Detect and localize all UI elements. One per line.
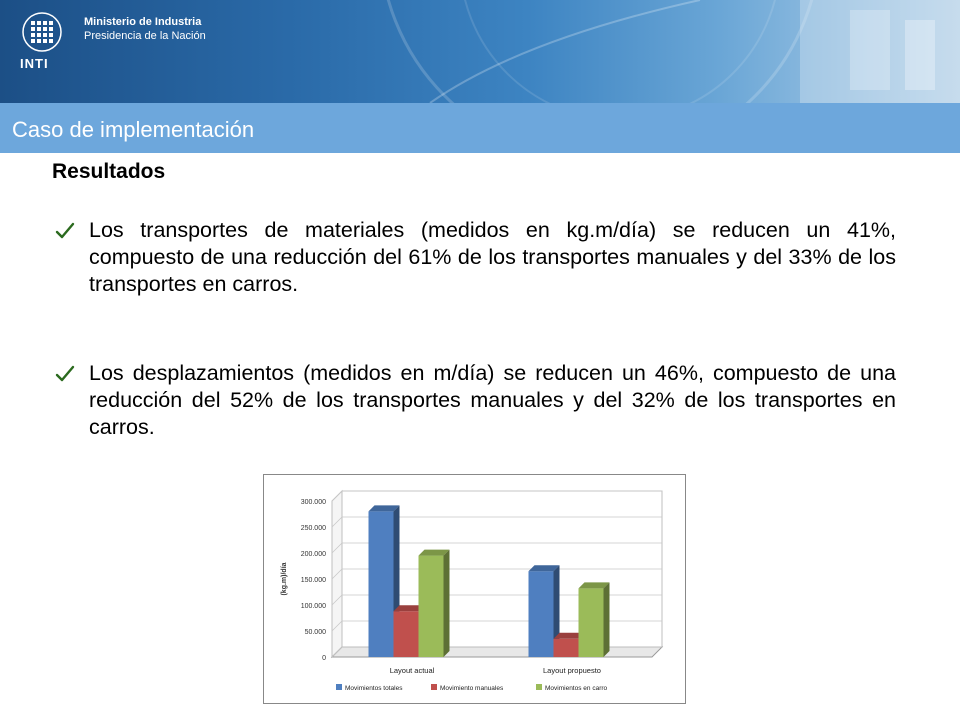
section-bar [0, 103, 960, 153]
bullet-text: Los transportes de materiales (medidos en kg.m/día) se reducen un 41%, compuesto de una reducción del 61% de los transportes manuales y del 33% de los transportes en carros. [89, 218, 896, 296]
ministry-name [84, 15, 206, 43]
header-banner [0, 0, 960, 103]
bar-chart-svg [264, 475, 685, 703]
check-icon [50, 220, 80, 242]
bar [529, 571, 554, 657]
ministry-line-2: Presidencia de la Nación [84, 30, 206, 42]
bullet-text: Los desplazamientos (medidos en m/día) se reducen un 46%, compuesto de una reducción del 52% de los transportes manuales y del 32% de los transportes en carros. [89, 361, 896, 439]
bar [419, 556, 444, 657]
y-tick-label: 50.000 [304, 629, 326, 636]
legend-swatch [336, 684, 342, 690]
bullet-item [50, 217, 896, 298]
bar-side [444, 550, 450, 657]
y-tick-label: 100.000 [300, 603, 326, 610]
bar [579, 588, 604, 657]
legend-label: Movimientos totales [345, 685, 403, 692]
y-axis-label: (kg.m)/día [281, 562, 288, 596]
bar-side [604, 582, 610, 657]
check-icon [50, 363, 80, 385]
inti-logo-icon [22, 12, 62, 52]
y-tick-label: 0 [322, 655, 326, 662]
logo-text: INTI [20, 56, 49, 71]
legend-label: Movimiento manuales [440, 685, 504, 692]
bar [554, 639, 579, 657]
bar-chart [263, 474, 686, 704]
y-tick-label: 250.000 [300, 525, 326, 532]
y-tick-label: 150.000 [300, 577, 326, 584]
x-tick-label: Layout actual [389, 666, 435, 675]
ministry-line-1: Ministerio de Industria [84, 16, 202, 28]
legend-swatch [536, 684, 542, 690]
x-tick-label: Layout propuesto [543, 666, 601, 675]
bar [369, 511, 394, 657]
bullet-item [50, 360, 896, 441]
y-tick-label: 200.000 [300, 551, 326, 558]
legend-swatch [431, 684, 437, 690]
legend-label: Movimientos en carro [545, 685, 608, 692]
section-title: Caso de implementación [12, 117, 255, 142]
page-heading: Resultados [52, 160, 166, 183]
y-tick-label: 300.000 [300, 499, 326, 506]
bar [394, 611, 419, 657]
